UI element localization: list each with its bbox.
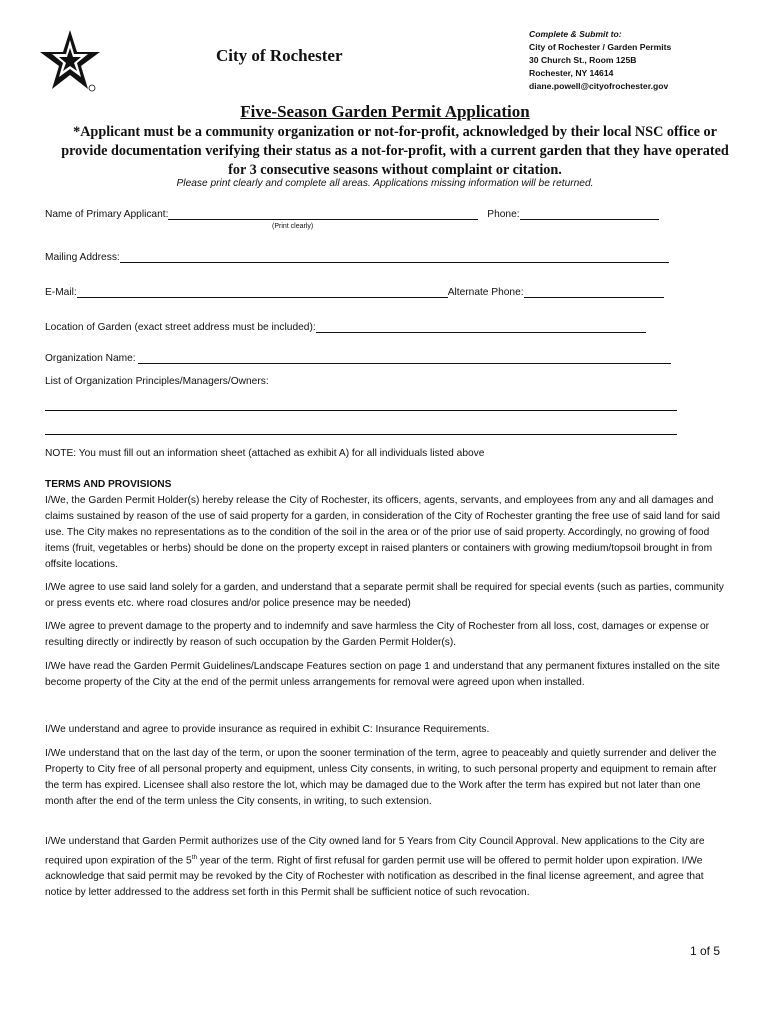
organization-field[interactable] <box>138 352 671 364</box>
alternate-phone-label: Alternate Phone: <box>447 287 524 298</box>
terms-paragraph: I/We have read the Garden Permit Guidelines/Landscape Features section on page 1 and understand that any permanent fixtures installed on the site become property of the City at the end of the permit unless arrangements for removal were agreed upon when installed. <box>45 661 720 688</box>
terms-paragraph: I/We agree to use said land solely for a garden, and understand that a separate permit shall be required for special events (such as parties, community or press events etc. where road closures and/or police presence may be needed) <box>45 582 724 609</box>
organization-row <box>45 352 671 364</box>
page-number: 1 of 5 <box>690 944 721 958</box>
submit-line: City of Rochester / Garden Permits <box>529 42 672 52</box>
organization-label: Organization Name: <box>45 353 139 364</box>
applicant-requirement: *Applicant must be a community organization or not-for-profit, acknowledged by their local NSC office or provide documentation verifying their status as a not-for-profit, with a current garden that they have operated for 3 consecutive seasons without complaint or citation. <box>61 124 729 178</box>
terms-paragraph: I/We understand that on the last day of the term, or upon the sooner termination of the term, agree to peaceably and quietly surrender and deliver the Property to City free of all personal property and equipment, unless City consents, in writing, to such personal property and equipment to remain after the term has expired. Licensee shall also restore the lot, which may be damaged due to the Work after the term has expired but not later than one month after the end of the term unless the City consents, in writing, to such extension. <box>45 748 717 807</box>
submit-line: 30 Church St., Room 125B <box>529 55 637 65</box>
garden-location-field[interactable] <box>316 321 646 333</box>
phone-field[interactable] <box>520 208 659 220</box>
terms-section <box>45 477 727 573</box>
city-name: City of Rochester <box>216 46 343 65</box>
mailing-address-field[interactable] <box>120 251 669 263</box>
instructions: Please print clearly and complete all areas. Applications missing information will be returned. <box>176 178 594 189</box>
garden-location-label: Location of Garden (exact street address must be included): <box>45 322 316 333</box>
terms-paragraph: I/We understand and agree to provide insurance as required in exhibit C: Insurance Requirements. <box>45 724 490 735</box>
submit-heading: Complete & Submit to: <box>529 29 622 39</box>
alternate-phone-field[interactable] <box>524 286 664 298</box>
terms-paragraph: I/We, the Garden Permit Holder(s) hereby release the City of Rochester, its officers, agents, servants, and employees from any and all damages and claims sustained by reason of the use of said property for a garden, in consideration of the City of Rochester granting the free use of said land for said use. The City makes no representations as to the condition of the soil in the area or of the prior use of said property. Accordingly, no growing of food items (fruit, vegetables or herbs) should be done on the property except in raised planters or containers with growing medium/topsoil brought in from offsite locations. <box>45 495 721 570</box>
terms-paragraph-renewal <box>45 834 727 901</box>
renewal-text-b: year of the term. Right of first refusal for garden permit use will be offered to permit holder upon expiration. I/We acknowledge that said permit may be revoked by the City of Rochester with notification as described in the final license agreement, and agree that notice by letter addressed to the address set forth in this Permit shall be sufficient notice of such revocation. <box>45 855 704 899</box>
ordinal-suffix: th <box>191 854 198 861</box>
terms-heading: TERMS AND PROVISIONS <box>45 479 172 490</box>
print-clearly-hint: (Print clearly) <box>272 223 314 230</box>
exhibit-note: NOTE: You must fill out an information sheet (attached as exhibit A) for all individuals listed above <box>45 448 485 459</box>
principals-label: List of Organization Principles/Managers/Owners: <box>45 376 269 387</box>
primary-applicant-row <box>45 208 659 220</box>
submit-email: diane.powell@cityofrochester.gov <box>529 81 669 91</box>
primary-applicant-label: Name of Primary Applicant: <box>45 209 169 220</box>
mailing-address-row <box>45 251 669 263</box>
garden-location-row <box>45 321 646 333</box>
phone-label: Phone: <box>487 209 520 220</box>
email-label: E-Mail: <box>45 287 77 298</box>
page-title: Five-Season Garden Permit Application <box>240 102 530 121</box>
terms-paragraph: I/We agree to prevent damage to the property and to indemnify and save harmless the City of Rochester from all loss, cost, damages or expense or resulting directly or indirectly by reason of such occupation by the Garden Permit Holder(s). <box>45 621 710 648</box>
city-logo <box>36 28 104 96</box>
primary-applicant-field[interactable] <box>168 208 478 220</box>
submit-address-block <box>529 28 671 93</box>
submit-line: Rochester, NY 14614 <box>529 68 614 78</box>
principals-field-line-1[interactable] <box>45 410 677 411</box>
principals-field-line-2[interactable] <box>45 434 677 435</box>
mailing-address-label: Mailing Address: <box>45 252 120 263</box>
email-field[interactable] <box>77 286 448 298</box>
renewal-text-a: I/We understand that Garden Permit authorizes use of the City owned land for 5 Years from City Council Approval. New applications to the City are required upon expiration of the 5 <box>45 836 705 867</box>
email-row <box>45 286 664 298</box>
